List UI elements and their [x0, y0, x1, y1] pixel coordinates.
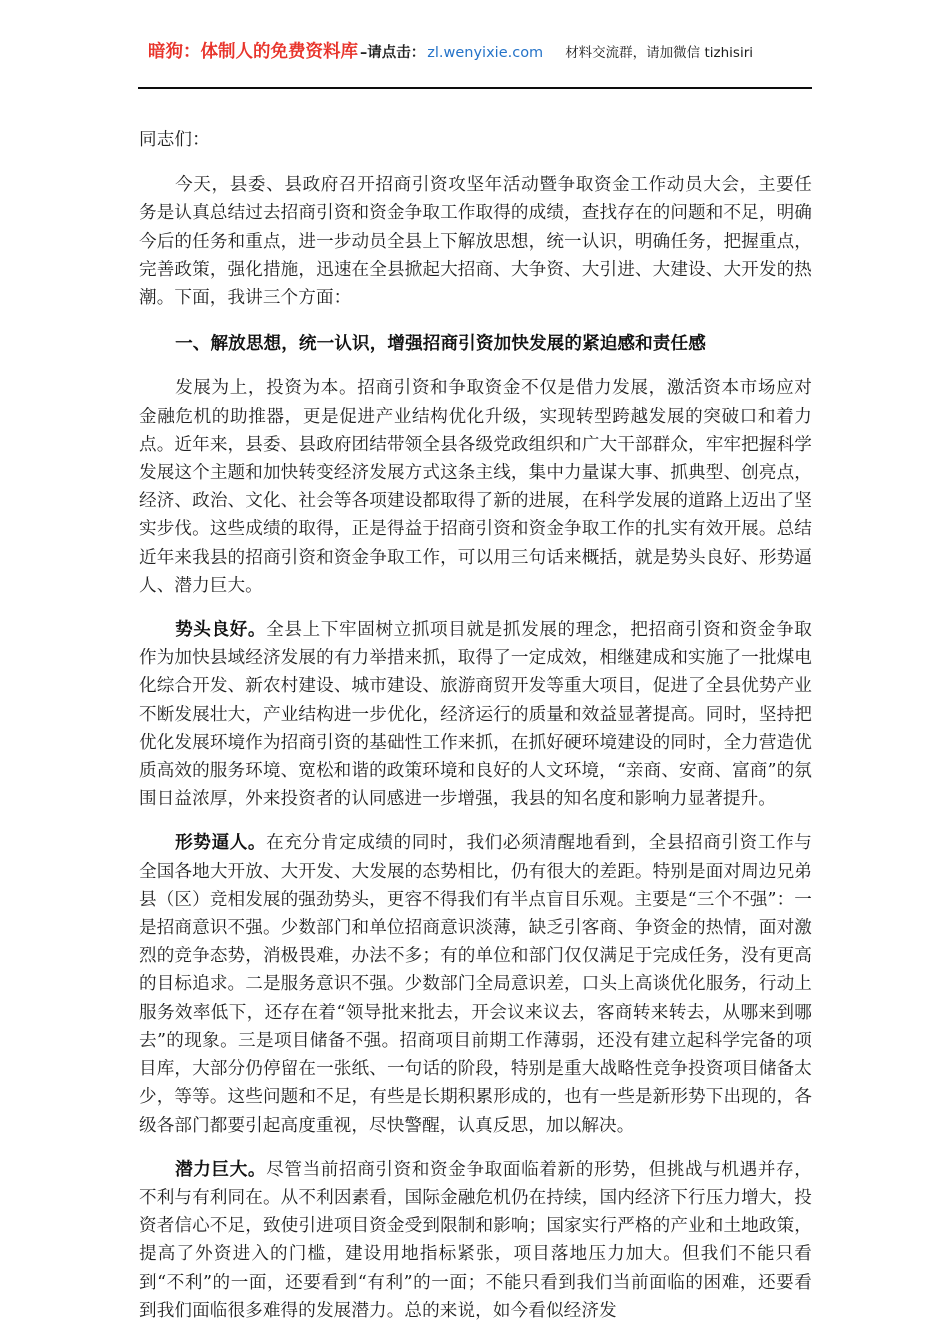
document-body: [139, 126, 812, 1325]
paragraph-pressure: [139, 829, 812, 1139]
header-divider-rule: [138, 87, 812, 89]
paragraph-momentum: [139, 616, 812, 813]
paragraph-potential-text: 尽管当前招商引资和资金争取面临着新的形势，但挑战与机遇并存，不利与有利同在。从不利因素看，国际金融危机仍在持续，国内经济下行压力增大，投资者信心不足，致使引进项目资金受到限制和影响；国家实行严格的产业和土地政策，提高了外资进入的门槛，建设用地指标紧张，项目落地压力加大。但我们不能只看到“不利”的一面，还要看到“有利”的一面；不能只看到我们当前面临的困难，还要看到我们面临很多难得的发展潜力。总的来说，如今看似经济发: [139, 1159, 812, 1321]
promo-wechat-text: 材料交流群，请加微信 tizhisiri: [565, 45, 754, 61]
paragraph-momentum-lead: 势头良好。: [175, 619, 267, 641]
paragraph-potential-lead: 潜力巨大。: [175, 1158, 267, 1180]
promo-click-prompt: –请点击：: [360, 45, 426, 61]
promo-header-banner: [138, 44, 812, 62]
promo-brand-text: 暗狗：体制人的免费资料库: [148, 42, 358, 62]
paragraph-section-one-body: 发展为上，投资为本。招商引资和争取资金不仅是借力发展，激活资本市场应对金融危机的助推器，更是促进产业结构优化升级，实现转型跨越发展的突破口和着力点。近年来，县委、县政府团结带领全县各级党政组织和广大干部群众，牢牢把握科学发展这个主题和加快转变经济发展方式这条主线，集中力量谋大事、抓典型、创亮点，经济、政治、文化、社会等各项建设都取得了新的进展，在科学发展的道路上迈出了坚实步伐。这些成绩的取得，正是得益于招商引资和资金争取工作的扎实有效开展。总结近年来我县的招商引资和资金争取工作，可以用三句话来概括，就是势头良好、形势逼人、潜力巨大。: [139, 378, 812, 596]
promo-website-link[interactable]: zl.wenyixie.com: [427, 45, 544, 61]
section-heading-one: 一、解放思想，统一认识，增强招商引资加快发展的紧迫感和责任感: [175, 333, 706, 355]
paragraph-momentum-text: 全县上下牢固树立抓项目就是抓发展的理念，把招商引资和资金争取作为加快县域经济发展的有力举措来抓，取得了一定成效，相继建成和实施了一批煤电化综合开发、新农村建设、城市建设、旅游商贸开发等重大项目，促进了全县优势产业不断发展壮大，产业结构进一步优化，经济运行的质量和效益显著提高。同时，坚持把优化发展环境作为招商引资的基础性工作来抓，在抓好硬环境建设的同时，全力营造优质高效的服务环境、宽松和谐的政策环境和良好的人文环境，“亲商、安商、富商”的氛围日益浓厚，外来投资者的认同感进一步增强，我县的知名度和影响力显著提升。: [139, 620, 812, 810]
paragraph-potential: [139, 1156, 812, 1325]
paragraph-pressure-lead: 形势逼人。: [175, 832, 267, 854]
salutation-line: 同志们：: [139, 130, 210, 150]
paragraph-intro: 今天，县委、县政府召开招商引资攻坚年活动暨争取资金工作动员大会，主要任务是认真总结过去招商引资和资金争取工作取得的成绩，查找存在的问题和不足，明确今后的任务和重点，进一步动员全县上下解放思想，统一认识，明确任务，把握重点，完善政策，强化措施，迅速在全县掀起大招商、大争资、大引进、大建设、大开发的热潮。下面，我讲三个方面：: [139, 175, 812, 309]
paragraph-pressure-text: 在充分肯定成绩的同时，我们必须清醒地看到，全县招商引资工作与全国各地大开放、大开发、大发展的态势相比，仍有很大的差距。特别是面对周边兄弟县（区）竞相发展的强劲势头，更容不得我们有半点盲目乐观。主要是“三个不强”：一是招商意识不强。少数部门和单位招商意识淡薄，缺乏引客商、争资金的热情，面对激烈的竞争态势，消极畏难，办法不多；有的单位和部门仅仅满足于完成任务，没有更高的目标追求。二是服务意识不强。少数部门全局意识差，口头上高谈优化服务，行动上服务效率低下，还存在着“领导批来批去，开会议来议去，客商转来转去，从哪来到哪去”的现象。三是项目储备不强。招商项目前期工作薄弱，还没有建立起科学完备的项目库，大部分仍停留在一张纸、一句话的阶段，特别是重大战略性竞争投资项目储备太少，等等。这些问题和不足，有些是长期积累形成的，也有一些是新形势下出现的，各级各部门都要引起高度重视，尽快警醒，认真反思，加以解决。: [139, 833, 812, 1136]
promo-header-line: [138, 44, 812, 62]
